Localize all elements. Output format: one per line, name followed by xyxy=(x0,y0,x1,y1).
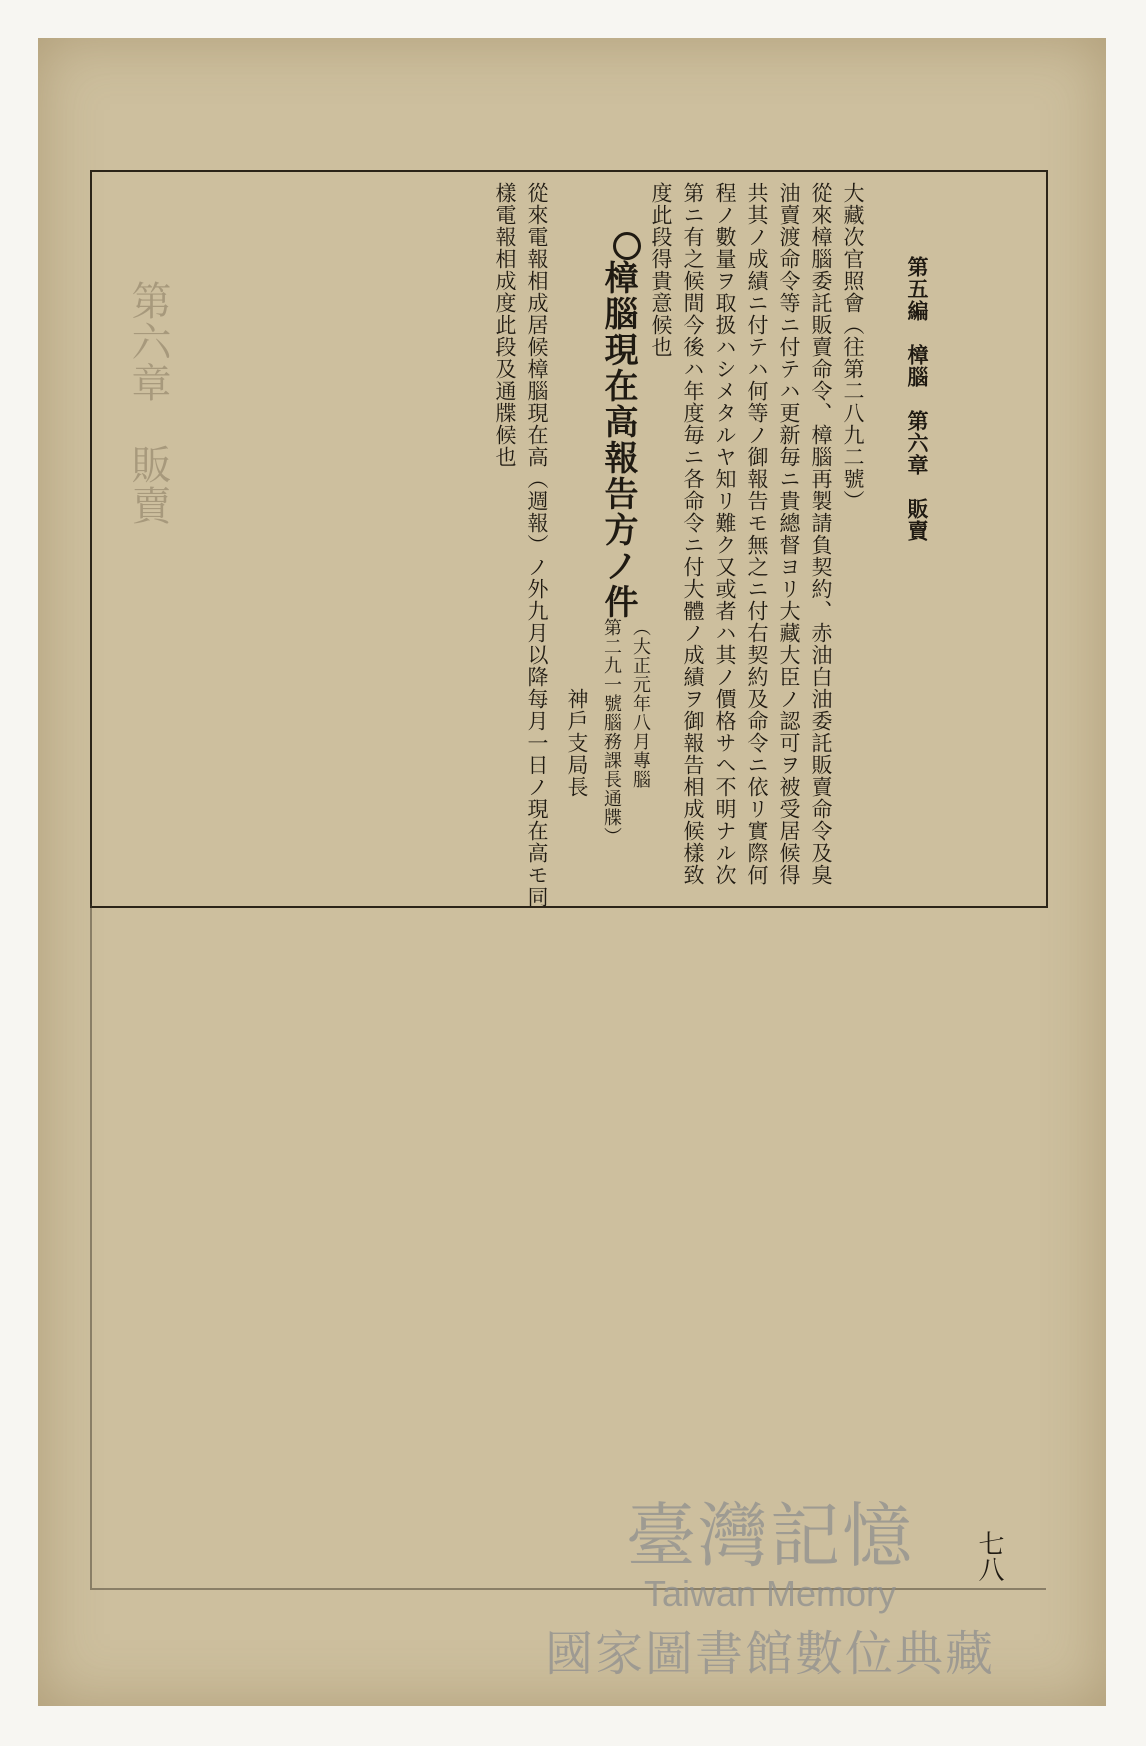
section1-line-7: 度此段得貴意候也 xyxy=(649,182,673,358)
section2-title: 樟腦現在高報告方ノ件 xyxy=(594,232,643,620)
section2-note-line2: 第二九一號腦務課長通牒） xyxy=(601,618,622,846)
section2-addressee: 神戶支局長 xyxy=(565,688,589,798)
watermark xyxy=(510,1480,1030,1720)
section1-line-3: 油賣渡命令等ニ付テハ更新毎ニ貴總督ヨリ大藏大臣ノ認可ヲ被受居候得 xyxy=(777,182,801,886)
section1-line-4: 共其ノ成績ニ付テハ何等ノ御報告モ無之ニ付右契約及命令ニ依リ實際何 xyxy=(745,182,769,886)
watermark-chinese: 國家圖書館數位典藏 xyxy=(544,1626,995,1682)
circle-marker-icon xyxy=(613,232,641,260)
page-number: 七八 xyxy=(974,1530,1004,1582)
section2-line-2: 樣電報相成度此段及通牒候也 xyxy=(493,182,517,468)
section1-line-6: 第ニ有之候間今後ハ年度毎ニ各命令ニ付大體ノ成績ヲ御報告相成候樣致 xyxy=(681,182,705,886)
running-header: 第五編 樟腦 第六章 販賣 xyxy=(905,256,930,542)
watermark-english: Taiwan Memory xyxy=(643,1573,897,1614)
section1-line-2: 從來樟腦委託販賣命令、樟腦再製請負契約、赤油白油委託販賣命令及臭 xyxy=(809,182,833,886)
watermark-logo: 臺灣記憶 xyxy=(626,1495,914,1577)
bleed-through-text: 第六章 販賣 xyxy=(125,280,171,526)
section1-line-5: 程ノ數量ヲ取扱ハシメタルヤ知リ難ク又或者ハ其ノ價格サヘ不明ナル次 xyxy=(713,182,737,886)
section2-line-1: 從來電報相成居候樟腦現在高（週報）ノ外九月以降每月一日ノ現在高モ同 xyxy=(525,182,549,908)
section2-note-line1: （大正元年八月專腦 xyxy=(630,618,651,789)
section1-line-1: 大藏次官照會（往第二八九二號） xyxy=(841,182,865,512)
